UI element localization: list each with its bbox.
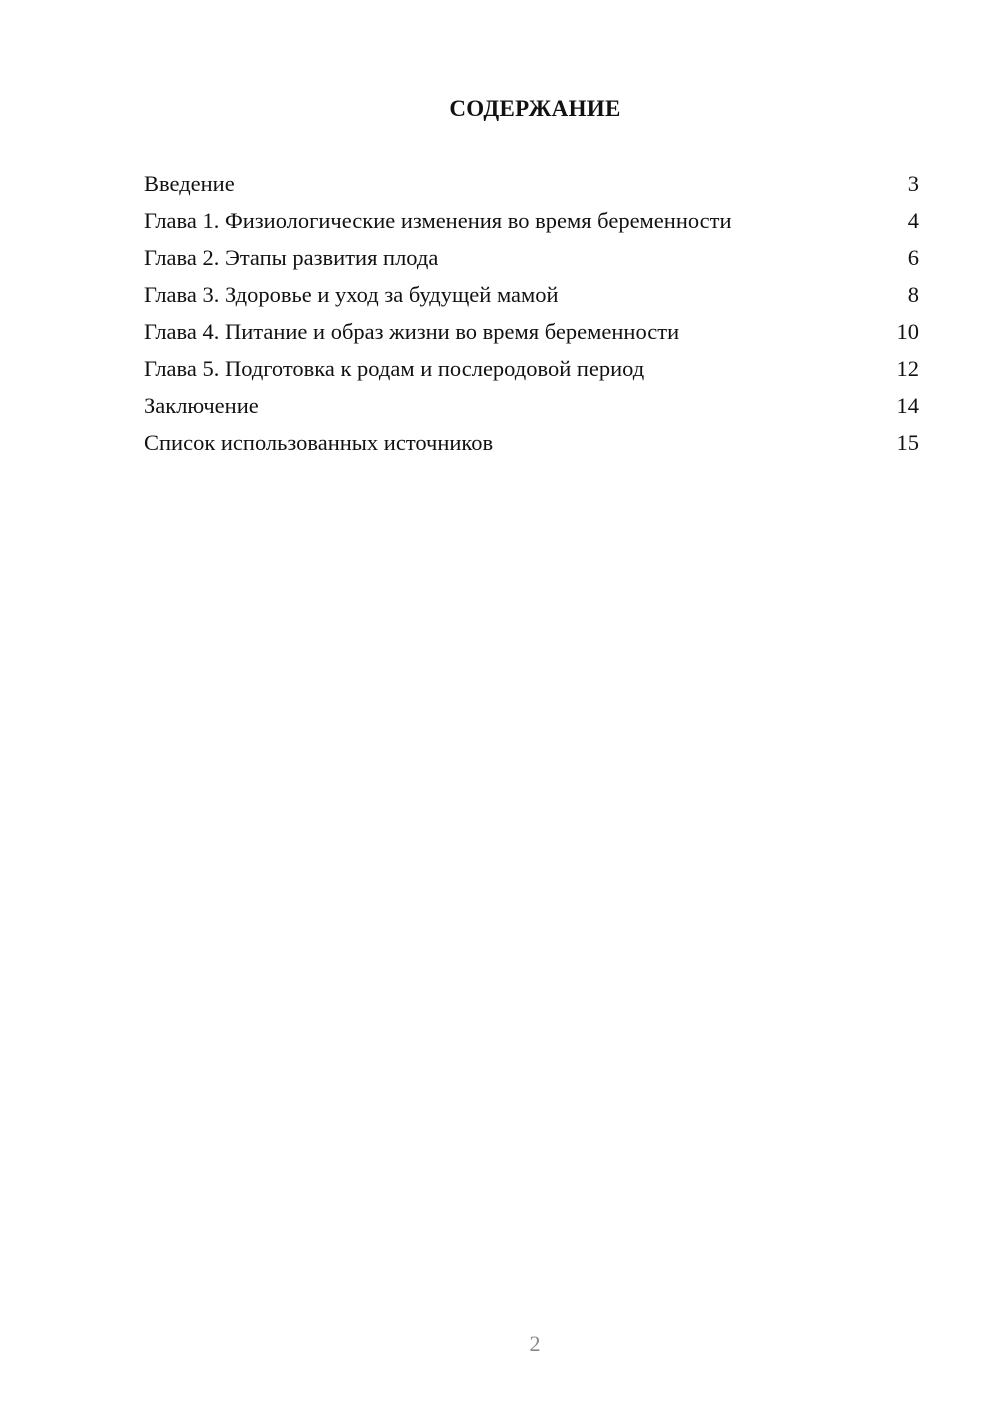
- toc-entry-chapter-5[interactable]: [144, 353, 919, 390]
- page-number: 2: [529, 1331, 541, 1356]
- table-of-contents: [144, 168, 919, 464]
- toc-entry-page-number: 15: [896, 430, 919, 455]
- toc-entry-chapter-1[interactable]: [144, 205, 919, 242]
- toc-entry-page-number: 3: [907, 171, 919, 196]
- toc-entry-page-number: 10: [896, 319, 919, 344]
- toc-entry-label: Глава 2. Этапы развития плода: [144, 245, 439, 270]
- toc-entry-chapter-4[interactable]: [144, 316, 919, 353]
- toc-entry-label: Глава 4. Питание и образ жизни во время беременности: [144, 319, 680, 344]
- toc-entry-references[interactable]: [144, 427, 919, 464]
- toc-entry-chapter-2[interactable]: [144, 242, 919, 279]
- toc-entry-page-number: 14: [896, 393, 919, 418]
- toc-entry-page-number: 4: [907, 208, 919, 233]
- toc-entry-label: Глава 3. Здоровье и уход за будущей мамой: [144, 282, 559, 307]
- toc-entry-label: Список использованных источников: [144, 430, 494, 455]
- toc-entry-label: Глава 1. Физиологические изменения во время беременности: [144, 208, 732, 233]
- page-title: СОДЕРЖАНИЕ: [449, 96, 621, 121]
- toc-entry-chapter-3[interactable]: [144, 279, 919, 316]
- toc-entry-label: Заключение: [144, 393, 259, 418]
- toc-entry-introduction[interactable]: [144, 168, 919, 205]
- toc-entry-label: Введение: [144, 171, 235, 196]
- toc-entry-page-number: 6: [907, 245, 919, 270]
- toc-entry-label: Глава 5. Подготовка к родам и послеродовой период: [144, 356, 645, 381]
- toc-entry-page-number: 8: [907, 282, 919, 307]
- toc-entry-conclusion[interactable]: [144, 390, 919, 427]
- toc-entry-page-number: 12: [896, 356, 919, 381]
